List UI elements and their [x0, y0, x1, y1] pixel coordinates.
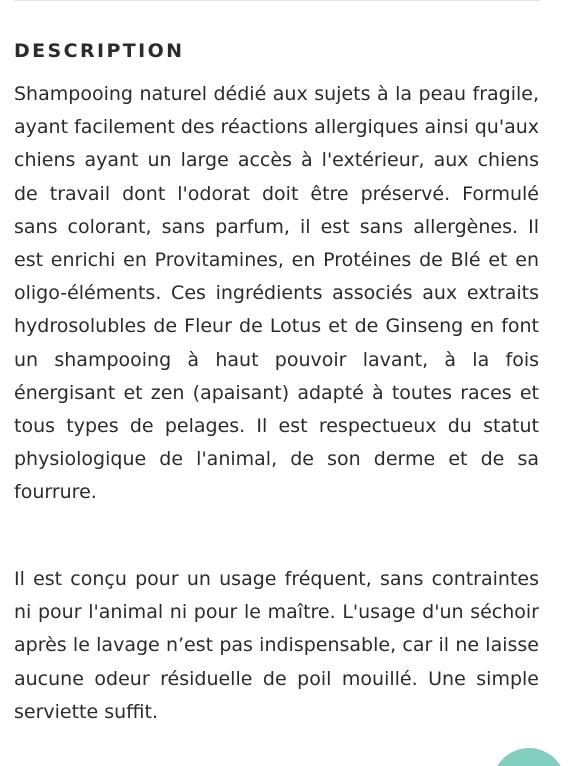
section-divider	[14, 0, 540, 1]
description-paragraph-1: Shampooing naturel dédié aux sujets à la peau fragile, ayant facilement des réactions allergiques ainsi qu'aux chiens ayant un large accès à l'extérieur, aux chiens de travail dont l'odorat doit être préservé. Formulé sans colorant, sans parfum, il est sans allergènes. Il est enrichi en Provitamines, en Protéines de Blé et en oligo-éléments. Ces ingrédients associés aux extraits hydrosolubles de Fleur de Lotus et de Ginseng en font un shampooing à haut pouvoir lavant, à la fois énergisant et zen (apaisant) adapté à toutes races et tous types de pelages. Il est respectueux du statut physiologique de l'animal, de son derme et de sa fourrure.	[14, 83, 539, 504]
description-paragraph-2: Il est conçu pour un usage fréquent, sans contraintes ni pour l'animal ni pour le maître. L'usage d'un séchoir après le lavage n’est pas indispensable, car il ne laisse aucune odeur résiduelle de poil mouillé. Une simple serviette suffit.	[14, 568, 539, 723]
section-title: DESCRIPTION	[14, 40, 185, 62]
floating-action-button[interactable]	[492, 748, 566, 766]
